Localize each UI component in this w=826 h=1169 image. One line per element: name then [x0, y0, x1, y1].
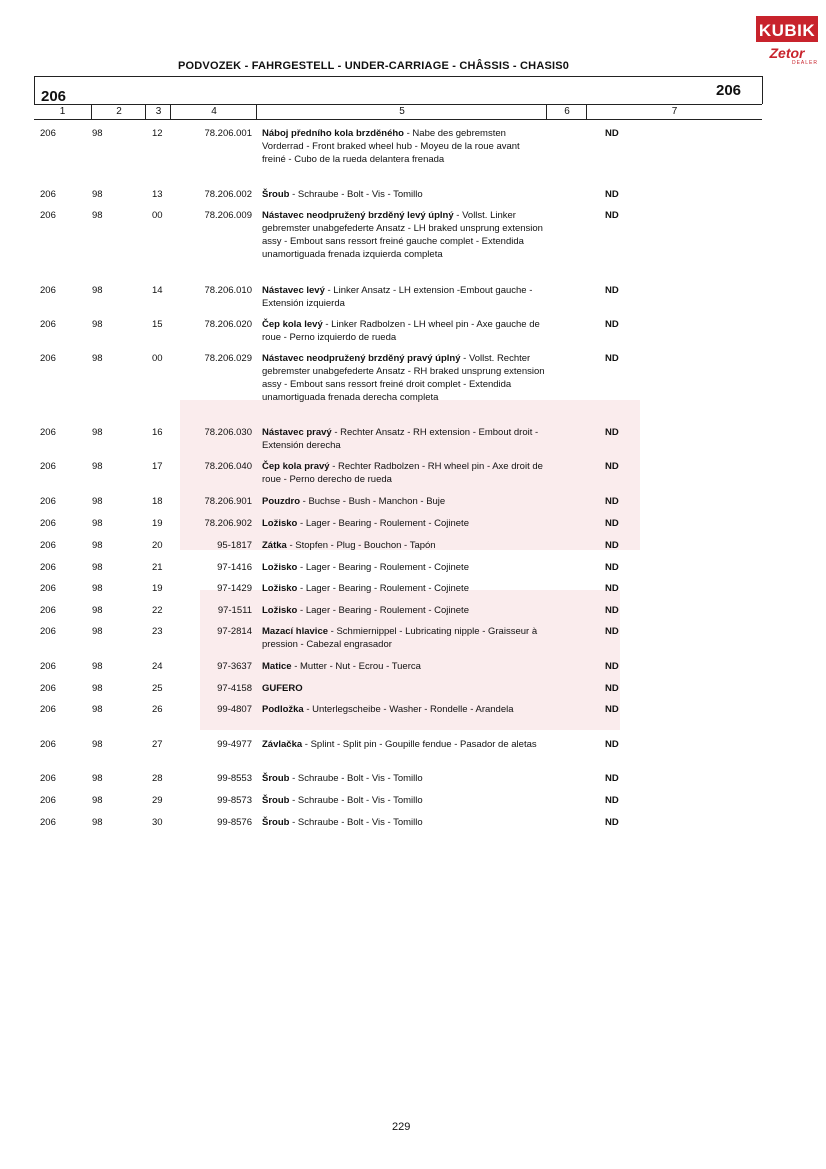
part-description — [262, 604, 546, 617]
availability-note: ND — [605, 496, 619, 507]
part-translations: - Schraube - Bolt - Vis - Tomillo — [289, 189, 423, 200]
part-number: 97-4158 — [217, 683, 252, 694]
part-translations: - Nabe des gebremsten Vorderrad - Front braked wheel hub - Moyeu de la roue avant freiné - Cubo de la rueda delantera frenada — [262, 128, 520, 165]
part-description — [262, 284, 546, 310]
part-description — [262, 625, 546, 651]
part-description — [262, 318, 546, 344]
subgroup-number: 98 — [92, 518, 103, 529]
part-number: 78.206.901 — [204, 496, 252, 507]
part-number: 78.206.002 — [204, 189, 252, 200]
part-name-cz: Šroub — [262, 189, 290, 200]
subgroup-number: 98 — [92, 319, 103, 330]
subgroup-number: 98 — [92, 562, 103, 573]
part-description — [262, 352, 546, 404]
part-name-cz: Nástavec neodpružený brzděný pravý úplný — [262, 353, 461, 364]
part-name-cz: Šroub — [262, 795, 290, 806]
subgroup-number: 98 — [92, 427, 103, 438]
position-number: 00 — [152, 210, 163, 221]
part-translations: - Buchse - Bush - Manchon - Buje — [300, 496, 446, 507]
part-translations: - Vollst. Rechter gebremster unabgefederte Ansatz - RH braked unsprung extension assy - Embout sans ressort freiné droit complet - Extendida unamortiguada frenada derecha completa — [262, 353, 545, 403]
subgroup-number: 98 — [92, 496, 103, 507]
column-header-6: 6 — [546, 105, 587, 119]
part-translations: - Schraube - Bolt - Vis - Tomillo — [289, 817, 423, 828]
availability-note: ND — [605, 704, 619, 715]
position-number: 19 — [152, 518, 163, 529]
group-number: 206 — [40, 461, 56, 472]
column-header-4: 4 — [170, 105, 257, 119]
availability-note: ND — [605, 626, 619, 637]
position-number: 18 — [152, 496, 163, 507]
position-number: 21 — [152, 562, 163, 573]
part-number: 78.206.020 — [204, 319, 252, 330]
group-number: 206 — [40, 773, 56, 784]
part-translations: - Schraube - Bolt - Vis - Tomillo — [289, 773, 423, 784]
part-description — [262, 738, 546, 751]
part-description — [262, 517, 546, 530]
position-number: 16 — [152, 427, 163, 438]
subgroup-number: 98 — [92, 353, 103, 364]
subgroup-number: 98 — [92, 605, 103, 616]
group-number: 206 — [40, 540, 56, 551]
position-number: 26 — [152, 704, 163, 715]
column-header-3: 3 — [145, 105, 171, 119]
part-translations: - Unterlegscheibe - Washer - Rondelle - Arandela — [303, 704, 514, 715]
availability-note: ND — [605, 605, 619, 616]
logo-dealer-text: DEALER — [791, 60, 818, 66]
part-name-cz: Nástavec pravý — [262, 427, 332, 438]
part-name-cz: Ložisko — [262, 562, 298, 573]
availability-note: ND — [605, 128, 619, 139]
part-translations: - Rechter Radbolzen - RH wheel pin - Axe droit de roue - Perno derecho de rueda — [262, 461, 543, 485]
position-number: 20 — [152, 540, 163, 551]
part-name-cz: Čep kola pravý — [262, 461, 330, 472]
part-description — [262, 772, 546, 785]
group-number: 206 — [40, 496, 56, 507]
part-name-cz: Nástavec levý — [262, 285, 325, 296]
position-number: 27 — [152, 739, 163, 750]
availability-note: ND — [605, 518, 619, 529]
group-number: 206 — [40, 210, 56, 221]
availability-note: ND — [605, 461, 619, 472]
availability-note: ND — [605, 319, 619, 330]
part-translations: - Lager - Bearing - Roulement - Cojinete — [297, 518, 469, 529]
group-number: 206 — [40, 189, 56, 200]
part-name-cz: Závlačka — [262, 739, 303, 750]
group-number: 206 — [40, 704, 56, 715]
part-number: 99-8553 — [217, 773, 252, 784]
group-number: 206 — [40, 518, 56, 529]
part-description — [262, 460, 546, 486]
part-description — [262, 426, 546, 452]
part-description — [262, 660, 546, 673]
group-number: 206 — [40, 427, 56, 438]
subgroup-number: 98 — [92, 817, 103, 828]
part-description — [262, 495, 546, 508]
part-number: 95-1817 — [217, 540, 252, 551]
part-name-cz: GUFERO — [262, 683, 303, 694]
availability-note: ND — [605, 285, 619, 296]
part-number: 78.206.902 — [204, 518, 252, 529]
part-translations: - Linker Radbolzen - LH wheel pin - Axe gauche de roue - Perno izquierdo de rueda — [262, 319, 540, 343]
position-number: 28 — [152, 773, 163, 784]
part-translations: - Vollst. Linker gebremster unabgefederte Ansatz - LH braked unsprung extension assy - Embout sans ressort freiné gauche complet - Extendida unamortiguada frenada izquierda completa — [262, 210, 543, 260]
position-number: 13 — [152, 189, 163, 200]
part-name-cz: Pouzdro — [262, 496, 300, 507]
subgroup-number: 98 — [92, 683, 103, 694]
group-number: 206 — [40, 128, 56, 139]
position-number: 19 — [152, 583, 163, 594]
position-number: 30 — [152, 817, 163, 828]
subgroup-number: 98 — [92, 739, 103, 750]
part-name-cz: Šroub — [262, 817, 290, 828]
subgroup-number: 98 — [92, 661, 103, 672]
subgroup-number: 98 — [92, 583, 103, 594]
part-description — [262, 127, 546, 166]
subgroup-number: 98 — [92, 128, 103, 139]
group-number: 206 — [40, 319, 56, 330]
part-name-cz: Náboj předního kola brzděného — [262, 128, 404, 139]
part-number: 78.206.010 — [204, 285, 252, 296]
column-header-5: 5 — [256, 105, 547, 119]
page-number: 229 — [392, 1121, 411, 1133]
column-header-2: 2 — [91, 105, 146, 119]
part-number: 78.206.009 — [204, 210, 252, 221]
part-number: 97-2814 — [217, 626, 252, 637]
part-translations: - Splint - Split pin - Goupille fendue - Pasador de aletas — [302, 739, 537, 750]
part-description — [262, 188, 546, 201]
availability-note: ND — [605, 189, 619, 200]
column-header-1: 1 — [59, 106, 66, 117]
availability-note: ND — [605, 562, 619, 573]
column-header-row — [34, 104, 762, 120]
section-number-left: 206 — [41, 88, 67, 105]
position-number: 23 — [152, 626, 163, 637]
part-number: 78.206.030 — [204, 427, 252, 438]
availability-note: ND — [605, 210, 619, 221]
part-description — [262, 794, 546, 807]
part-number: 78.206.001 — [204, 128, 252, 139]
subgroup-number: 98 — [92, 189, 103, 200]
part-name-cz: Matice — [262, 661, 292, 672]
part-number: 97-1511 — [217, 605, 252, 616]
group-number: 206 — [40, 562, 56, 573]
subgroup-number: 98 — [92, 285, 103, 296]
group-number: 206 — [40, 739, 56, 750]
part-description — [262, 209, 546, 261]
part-number: 97-1429 — [217, 583, 252, 594]
position-number: 17 — [152, 461, 163, 472]
part-number: 99-4977 — [217, 739, 252, 750]
part-name-cz: Podložka — [262, 704, 304, 715]
logo-kubik-text: KUBIK — [756, 16, 818, 42]
subgroup-number: 98 — [92, 704, 103, 715]
part-translations: - Schmiernippel - Lubricating nipple - Graisseur à pression - Cabezal engrasador — [262, 626, 538, 650]
availability-note: ND — [605, 583, 619, 594]
part-name-cz: Ložisko — [262, 583, 298, 594]
part-number: 99-8573 — [217, 795, 252, 806]
logo-zetor-text: Zetor — [769, 45, 805, 61]
group-number: 206 — [40, 683, 56, 694]
availability-note: ND — [605, 427, 619, 438]
section-number-right: 206 — [716, 82, 742, 99]
position-number: 15 — [152, 319, 163, 330]
part-number: 99-4807 — [217, 704, 252, 715]
group-number: 206 — [40, 817, 56, 828]
subgroup-number: 98 — [92, 626, 103, 637]
section-header-box — [34, 76, 763, 104]
group-number: 206 — [40, 626, 56, 637]
part-name-cz: Zátka — [262, 540, 287, 551]
subgroup-number: 98 — [92, 540, 103, 551]
availability-note: ND — [605, 739, 619, 750]
part-number: 97-1416 — [217, 562, 252, 573]
group-number: 206 — [40, 661, 56, 672]
position-number: 24 — [152, 661, 163, 672]
availability-note: ND — [605, 683, 619, 694]
availability-note: ND — [605, 773, 619, 784]
part-number: 99-8576 — [217, 817, 252, 828]
part-number: 78.206.040 — [204, 461, 252, 472]
group-number: 206 — [40, 605, 56, 616]
group-number: 206 — [40, 353, 56, 364]
subgroup-number: 98 — [92, 773, 103, 784]
part-name-cz: Ložisko — [262, 518, 298, 529]
group-number: 206 — [40, 795, 56, 806]
position-number: 14 — [152, 285, 163, 296]
part-name-cz: Šroub — [262, 773, 290, 784]
availability-note: ND — [605, 795, 619, 806]
part-translations: - Lager - Bearing - Roulement - Cojinete — [297, 605, 469, 616]
part-description — [262, 816, 546, 829]
part-name-cz: Nástavec neodpružený brzděný levý úplný — [262, 210, 454, 221]
part-description — [262, 703, 546, 716]
position-number: 22 — [152, 605, 163, 616]
position-number: 29 — [152, 795, 163, 806]
column-header-7: 7 — [586, 105, 762, 119]
part-translations: - Stopfen - Plug - Bouchon - Tapón — [286, 540, 436, 551]
part-number: 78.206.029 — [204, 353, 252, 364]
part-description — [262, 539, 546, 552]
part-translations: - Linker Ansatz - LH extension -Embout gauche - Extensión izquierda — [262, 285, 533, 309]
part-translations: - Lager - Bearing - Roulement - Cojinete — [297, 583, 469, 594]
position-number: 12 — [152, 128, 163, 139]
part-description — [262, 682, 546, 695]
subgroup-number: 98 — [92, 210, 103, 221]
part-number: 97-3637 — [217, 661, 252, 672]
availability-note: ND — [605, 540, 619, 551]
position-number: 00 — [152, 353, 163, 364]
group-number: 206 — [40, 285, 56, 296]
part-description — [262, 561, 546, 574]
part-name-cz: Čep kola levý — [262, 319, 323, 330]
part-translations: - Schraube - Bolt - Vis - Tomillo — [289, 795, 423, 806]
page-title: PODVOZEK - FAHRGESTELL - UNDER-CARRIAGE - CHÂSSIS - CHASIS0 — [178, 60, 570, 72]
part-name-cz: Ložisko — [262, 605, 298, 616]
part-name-cz: Mazací hlavice — [262, 626, 329, 637]
availability-note: ND — [605, 353, 619, 364]
subgroup-number: 98 — [92, 461, 103, 472]
kubik-zetor-logo — [756, 16, 818, 66]
availability-note: ND — [605, 661, 619, 672]
part-translations: - Mutter - Nut - Ecrou - Tuerca — [291, 661, 421, 672]
group-number: 206 — [40, 583, 56, 594]
part-translations: - Rechter Ansatz - RH extension - Embout droit - Extensión derecha — [262, 427, 539, 451]
availability-note: ND — [605, 817, 619, 828]
position-number: 25 — [152, 683, 163, 694]
subgroup-number: 98 — [92, 795, 103, 806]
part-translations: - Lager - Bearing - Roulement - Cojinete — [297, 562, 469, 573]
part-description — [262, 582, 546, 595]
